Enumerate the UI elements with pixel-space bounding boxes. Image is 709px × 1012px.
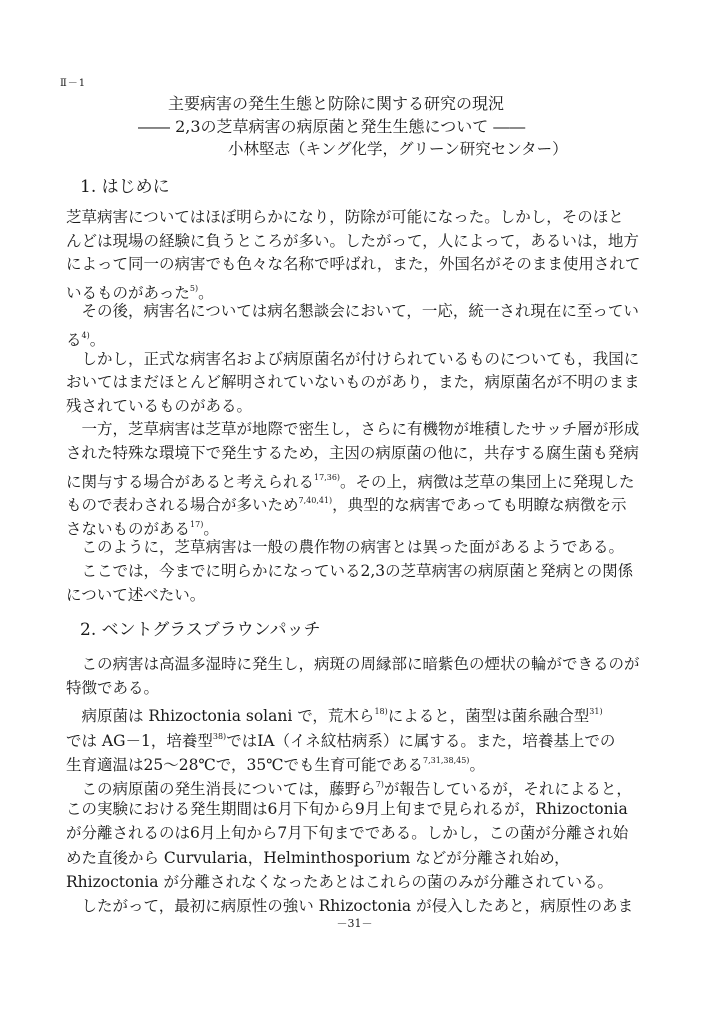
text-line: 特徴である。 <box>66 679 160 698</box>
section-heading-intro: 1. はじめに <box>80 177 170 197</box>
text-segment: 生育適温は25～28℃で，35℃でも生育可能である <box>66 755 424 774</box>
text-segment: 。 <box>198 283 214 302</box>
page-number: －31－ <box>336 917 373 930</box>
text-line: について述べたい。 <box>66 585 206 604</box>
text-line: によって同一の病害でも色々な名称で呼ばれ，また，外国名がそのまま使用されて <box>66 255 641 274</box>
text-segment: る <box>66 330 82 349</box>
text-line <box>66 513 666 537</box>
text-line: ここでは，今までに明らかになっている2,3の芝草病害の病原菌と発病との関係 <box>66 561 634 580</box>
text-segment: さないものがある <box>66 519 191 538</box>
section-body-brown-patch <box>66 652 666 918</box>
reference-superscript: 18) <box>374 707 388 717</box>
reference-superscript: 7,40,41) <box>298 496 333 506</box>
text-line <box>66 277 666 301</box>
title-block <box>0 92 709 161</box>
section-heading-brown-patch: 2. ベントグラスブラウンパッチ <box>80 620 321 640</box>
text-segment: 。その上，病徴は芝草の集団上に発現した <box>340 472 635 491</box>
text-segment: 。 <box>469 755 485 774</box>
text-line: このように，芝草病害は一般の農作物の病害とは異った面があるようである。 <box>66 538 625 557</box>
section-code: Ⅱ－1 <box>60 78 87 89</box>
reference-superscript: 5) <box>189 283 199 293</box>
text-segment: では AG－1，培養型 <box>66 731 213 750</box>
text-segment: もので表わされる場合が多いため <box>66 496 299 515</box>
text-segment: に関与する場合があると考えられる <box>66 472 315 491</box>
text-segment: 。 <box>203 519 219 538</box>
text-line: おいてはまだほとんど解明されていないものがあり，また，病原菌名が不明のまま <box>66 373 640 392</box>
text-segment: いるものがあった <box>66 283 190 302</box>
reference-superscript: 4) <box>81 330 90 340</box>
text-segment: 。 <box>89 330 106 349</box>
author-line: 小林堅志（キング化学，グリーン研究センター） <box>228 140 568 158</box>
text-line: された特殊な環境下で発生するため，主因の病原菌の他に，共存する腐生菌も発病 <box>66 443 639 462</box>
reference-superscript: 17,36) <box>314 472 341 482</box>
sub-title: ―― 2,3の芝草病害の病原菌と発生生態について ―― <box>138 117 526 136</box>
text-line <box>66 324 666 348</box>
text-line: 一方，芝草病害は芝草が地際で密生し，さらに有機物が堆積したサッチ層が形成 <box>66 420 640 439</box>
text-line <box>66 749 666 773</box>
text-line: したがって，最初に病原性の強い Rhizoctonia が侵入したあと，病原性のあま <box>66 896 634 915</box>
text-line: この実験における発生期間は6月下旬から9月上旬まで見られるが，Rhizoctonia <box>66 800 628 819</box>
text-segment: によると，菌型は菌糸融合型 <box>387 707 590 726</box>
section-body-intro <box>66 206 666 607</box>
text-line: んどは現場の経験に負うところが多い。したがって，人によって，あるいは，地方 <box>66 231 639 250</box>
text-line <box>66 700 666 724</box>
text-segment: 病原菌は Rhizoctonia solani で，荒木ら <box>66 707 375 726</box>
text-segment: この病原菌の発生消長については，藤野ら <box>66 779 376 798</box>
text-line <box>66 466 666 490</box>
main-title: 主要病害の発生生態と防除に関する研究の現況 <box>168 94 505 113</box>
text-line: しかし，正式な病害名および病原菌名が付けられているものについても，我国に <box>66 349 640 368</box>
reference-superscript: 38) <box>212 731 227 741</box>
text-line: その後，病害名については病名懇談会において，一応，統一され現在に至ってい <box>66 302 639 321</box>
text-line: 残されているものがある。 <box>66 396 253 415</box>
text-line: Rhizoctonia が分離されなくなったあとはこれらの菌のみが分離されている。 <box>66 872 613 891</box>
text-segment: が報告しているが，それによると， <box>383 779 632 798</box>
text-line <box>66 773 666 797</box>
text-line: 芝草病害についてはほぼ明らかになり，防除が可能になった。しかし，そのほと <box>66 208 624 226</box>
reference-superscript: 7) <box>375 779 384 789</box>
text-line: めた直後から Curvularia，Helminthosporium などが分離され始め， <box>66 848 570 867</box>
text-segment: ではⅠA（イネ紋枯病系）に属する。また，培養基上での <box>226 731 616 750</box>
text-line <box>66 489 666 513</box>
reference-superscript: 7,31,38,45) <box>423 755 470 765</box>
text-line: が分離されるのは6月上旬から7月下旬までである。しかし，この菌が分離され始 <box>66 824 629 843</box>
reference-superscript: 17) <box>190 519 204 529</box>
text-segment: ，典型的な病害であっても明瞭な病徴を示 <box>332 496 627 515</box>
text-line <box>66 725 666 749</box>
reference-superscript: 31) <box>589 707 603 717</box>
text-line: この病害は高温多湿時に発生し，病斑の周縁部に暗紫色の煙状の輪ができるのが <box>66 655 640 673</box>
